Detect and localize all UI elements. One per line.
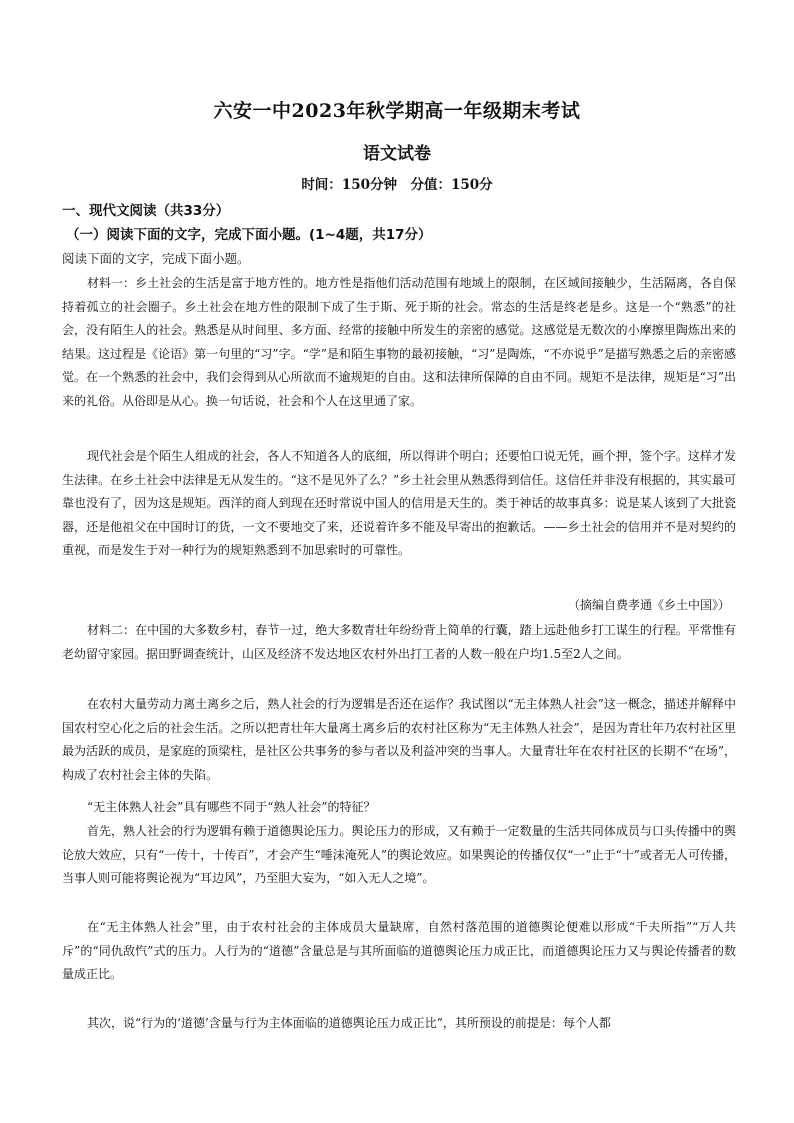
paragraph: 在“无主体熟人社会”里，由于农村社会的主体成员大量缺席，自然村落范围的道德舆论便难以形成“千夫所指”“万人共斥”的“同仇敌忾”式的压力。人行为的“道德”含量总是与其所面临的道德舆论压力成正比，而道德舆论压力又与舆论传播者的数量成正比。 (62, 920, 736, 982)
paragraph-material-1: 材料一：乡土社会的生活是富于地方性的。地方性是指他们活动范围有地域上的限制，在区域间接触少，生活隔离，各自保持着孤立的社会圈子。乡土社会在地方性的限制下成了生于斯、死于斯的社会。常态的生活是终老是乡。这是一个“熟悉”的社会，没有陌生人的社会。熟悉是从时间里、多方面、经常的接触中所发生的亲密的感觉。这感觉是无数次的小摩擦里陶炼出来的结果。这过程是《论语》第一句里的“习”字。“学”是和陌生事物的最初接触，“习”是陶炼，“不亦说乎”是描写熟悉之后的亲密感觉。在一个熟悉的社会中，我们会得到从心所欲而不逾规矩的自由。这和法律所保障的自由不同。规矩不是法律，规矩是“习”出来的礼俗。从俗即是从心。换一句话说，社会和个人在这里通了家。 (62, 276, 736, 408)
subject-title: 语文试卷 (363, 144, 431, 164)
paragraph: 其次，说“行为的‘道德’含量与行为主体面临的道德舆论压力成正比”，其所预设的前提是：每个人都 (87, 1016, 611, 1030)
section-heading: 一、现代文阅读（共33分） (62, 203, 230, 219)
exam-title: 六安一中2023年秋学期高一年级期末考试 (213, 100, 581, 122)
section-subheading: （一）阅读下面的文字，完成下面小题。(1~4题，共17分） (66, 227, 432, 243)
exam-meta: 时间：150分钟 分值：150分 (301, 177, 493, 193)
paragraph-question: “无主体熟人社会”具有哪些不同于“熟人社会”的特征？ (87, 800, 376, 814)
section-intro: 阅读下面的文字，完成下面小题。 (62, 251, 250, 266)
paragraph: 现代社会是个陌生人组成的社会，各人不知道各人的底细，所以得讲个明白；还要怕口说无凭，画个押，签个字。这样才发生法律。在乡土社会中法律是无从发生的。“这不是见外了么？”乡土社会里从熟悉得到信任。这信任并非没有根据的，其实最可靠也没有了，因为这是规矩。西洋的商人到现在还时常说中国人的信用是天生的。类于神话的故事真多：说是某人该到了大批瓷器，还是他祖父在中国时订的货，一文不要地交了来，还说着许多不能及早寄出的抱歉话。——乡土社会的信用并不是对契约的重视，而是发生于对一种行为的规矩熟悉到不加思索时的可靠性。 (62, 449, 736, 558)
paragraph-material-2: 材料二：在中国的大多数乡村，春节一过，绝大多数青壮年纷纷背上简单的行囊，踏上远赴他乡打工谋生的行程。平常惟有老幼留守家园。据田野调查统计，山区及经济不发达地区农村外出打工者的人数一般在户均1.5至2人之间。 (62, 623, 736, 661)
paragraph: 首先，熟人社会的行为逻辑有赖于道德舆论压力。舆论压力的形成，又有赖于一定数量的生活共同体成员与口头传播中的舆论放大效应，只有“一传十，十传百”，才会产生“唾沫淹死人”的舆论效应。如果舆论的传播仅仅“一”止于“十”或者无人可传播，当事人则可能将舆论视为“耳边风”，乃至胆大妄为，“如入无人之境”。 (62, 824, 736, 886)
source-citation: （摘编自费孝通《乡土中国》） (567, 598, 730, 612)
paragraph: 在农村大量劳动力离土离乡之后，熟人社会的行为逻辑是否还在运作？我试图以“无主体熟人社会”这一概念，描述并解释中国农村空心化之后的社会生活。之所以把青壮年大量离土离乡后的农村社区称为“无主体熟人社会”，是因为青壮年乃农村社区里最为活跃的成员，是家庭的顶梁柱，是社区公共事务的参与者以及利益冲突的当事人。大量青壮年在农村社区的长期不“在场”，构成了农村社会主体的失陷。 (62, 697, 736, 782)
